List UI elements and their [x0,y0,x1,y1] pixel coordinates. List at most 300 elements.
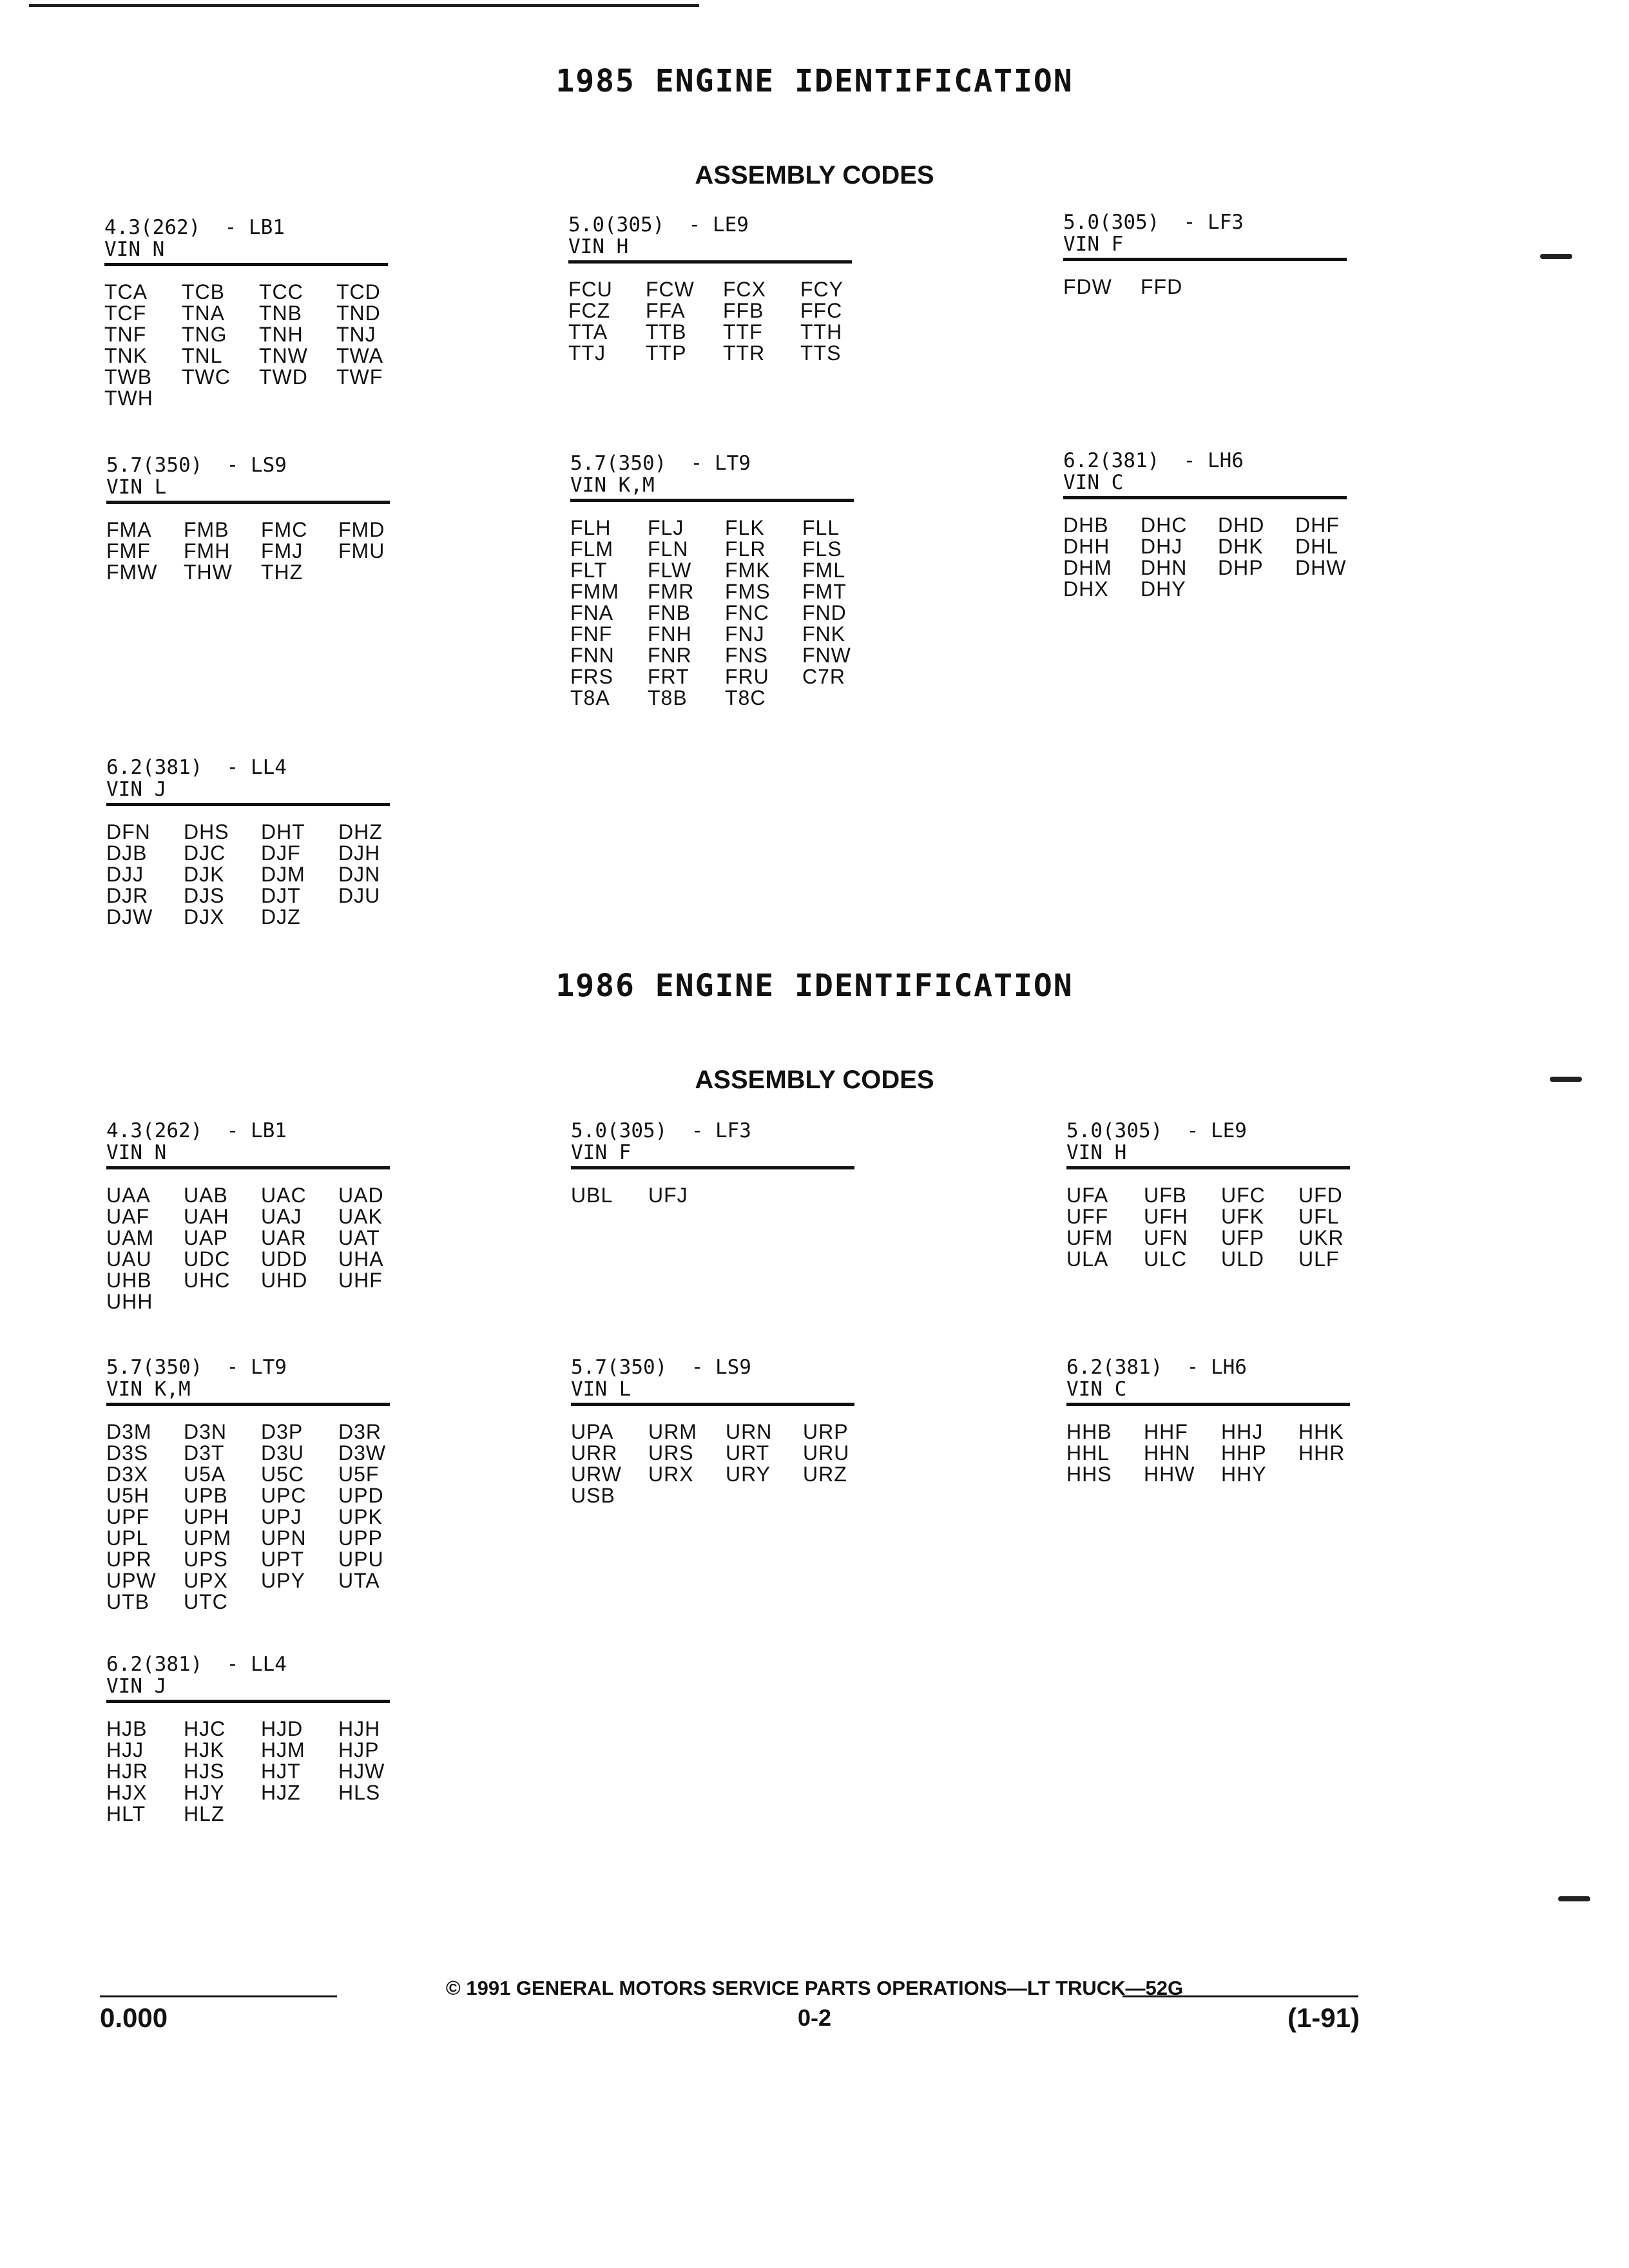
vin-code: VIN N [104,238,165,261]
assembly-code: HLZ [184,1802,225,1825]
assembly-code: UAF [106,1205,149,1228]
assembly-code: DJB [106,841,148,865]
assembly-code: U5A [184,1463,226,1486]
assembly-code: HHS [1066,1463,1112,1486]
assembly-code: U5F [338,1463,380,1486]
assembly-code: URP [803,1420,849,1443]
assembly-code: UDC [184,1247,231,1271]
assembly-code: FNB [648,601,691,624]
assembly-code: DHH [1063,535,1110,558]
assembly-code-list [1066,1421,1350,1485]
assembly-code: UFK [1221,1205,1264,1228]
assembly-code: C7R [802,665,846,688]
assembly-code: DHL [1295,535,1339,558]
vin-code: VIN N [106,1141,167,1164]
assembly-code: UAA [106,1184,151,1207]
assembly-code: DHK [1218,535,1264,558]
assembly-code: UAK [338,1205,383,1228]
assembly-code: U5C [261,1463,305,1486]
engine-displacement-rpo: 5.7(350) - LT9 [570,452,751,475]
assembly-code: DHZ [338,820,383,843]
assembly-code: TWA [336,344,383,367]
assembly-code: HJP [338,1738,380,1762]
assembly-code: TNL [182,344,223,367]
assembly-code: TCA [104,280,148,303]
date-code: (1-91) [1287,2003,1360,2033]
assembly-code: FFC [800,299,843,322]
engine-header [106,454,390,504]
assembly-code-list [1066,1185,1350,1270]
assembly-code: UAD [338,1184,384,1207]
assembly-code: HHJ [1221,1420,1264,1443]
assembly-code: UHF [338,1269,383,1292]
assembly-code: DJW [106,905,153,928]
assembly-code: UFF [1066,1205,1109,1228]
assembly-code: FNH [648,622,692,646]
engine-block-1986-lb1 [106,1120,390,1312]
assembly-code: HJW [338,1760,385,1783]
assembly-code: FNN [570,644,615,667]
assembly-code: UPY [261,1569,305,1592]
assembly-code: DHS [184,820,229,843]
assembly-code: HJH [338,1717,381,1740]
assembly-code: FCW [646,278,695,301]
assembly-code: TTS [800,341,842,365]
assembly-code: UFB [1144,1184,1187,1207]
assembly-code: UPC [261,1484,307,1507]
assembly-code: FNS [725,644,768,667]
assembly-code: DHT [261,820,305,843]
assembly-code: HLT [106,1802,146,1825]
assembly-code: TNJ [336,323,376,346]
assembly-code-list [1063,276,1347,298]
assembly-code: UFN [1144,1226,1188,1249]
assembly-code: UPH [184,1505,229,1528]
assembly-code: FMH [184,539,231,562]
assembly-code: D3S [106,1441,149,1465]
assembly-code: UPB [184,1484,228,1507]
assembly-code: TTJ [568,341,606,365]
engine-header [1063,450,1347,499]
assembly-code: DJM [261,863,305,886]
assembly-code: T8C [725,686,766,709]
assembly-code: TWH [104,387,153,410]
assembly-code: TNW [259,344,308,367]
assembly-code: FLN [648,537,689,561]
assembly-code: TCC [259,280,304,303]
assembly-code: UPA [571,1420,614,1443]
assembly-code: DHM [1063,556,1112,579]
assembly-code: URM [648,1420,697,1443]
assembly-code: D3N [184,1420,227,1443]
assembly-code: FNC [725,601,769,624]
engine-block-1985-ll4 [106,756,390,928]
assembly-code: FDW [1063,275,1112,298]
assembly-code: UPJ [261,1505,302,1528]
assembly-code: T8A [570,686,610,709]
assembly-code: HHB [1066,1420,1112,1443]
engine-displacement-rpo: 5.0(305) - LF3 [571,1119,751,1142]
assembly-code: D3R [338,1420,382,1443]
assembly-code: HHK [1298,1420,1344,1443]
assembly-codes-heading-1985: ASSEMBLY CODES [695,161,934,189]
assembly-code: FNW [802,644,851,667]
engine-header [1063,211,1347,261]
assembly-code: FML [802,559,845,582]
assembly-code: HJS [184,1760,225,1783]
assembly-code: HHR [1298,1441,1345,1465]
engine-header [104,216,388,266]
engine-block-1986-lh6 [1066,1356,1350,1485]
assembly-code: ULF [1298,1247,1340,1271]
assembly-code: ULD [1221,1247,1265,1271]
assembly-code: TWC [182,365,231,389]
vin-code: VIN L [106,476,167,499]
assembly-code: ULC [1144,1247,1188,1271]
assembly-code: FLJ [648,516,684,539]
engine-header [568,214,852,264]
assembly-code: UFL [1298,1205,1340,1228]
assembly-code-list [106,1185,390,1312]
assembly-code: UFD [1298,1184,1343,1207]
vin-code: VIN J [106,1675,167,1698]
assembly-code: DHY [1141,577,1186,601]
assembly-code: DJJ [106,863,144,886]
assembly-code: FNJ [725,622,765,646]
vin-code: VIN F [571,1141,631,1164]
assembly-code: UTC [184,1590,228,1613]
engine-block-1986-ll4 [106,1653,390,1825]
assembly-code: UPL [106,1526,149,1550]
engine-header [106,1356,390,1406]
assembly-code: UFH [1144,1205,1188,1228]
assembly-code: UHA [338,1247,384,1271]
assembly-code: TTP [646,341,687,365]
engine-header [570,452,854,502]
assembly-code: UFM [1066,1226,1113,1249]
assembly-code: DFN [106,820,151,843]
assembly-code: TTR [723,341,766,365]
assembly-code: DHD [1218,514,1265,537]
assembly-code: TWB [104,365,153,389]
assembly-code: FLR [725,537,766,561]
assembly-code: UBL [571,1184,613,1207]
vin-code: VIN C [1063,471,1124,494]
assembly-code: UTA [338,1569,380,1592]
assembly-code: DJT [261,884,301,907]
assembly-code: UAU [106,1247,152,1271]
assembly-code: UHD [261,1269,308,1292]
assembly-code: TND [336,302,381,325]
engine-block-1985-le9 [568,214,852,364]
top-rule [29,4,699,7]
assembly-code: HJT [261,1760,301,1783]
assembly-code: FMM [570,580,619,603]
assembly-code: FMC [261,518,308,541]
assembly-code: UHB [106,1269,152,1292]
assembly-code: UPU [338,1548,384,1571]
assembly-code-list [571,1185,854,1206]
assembly-code: U5H [106,1484,150,1507]
engine-header [106,756,390,806]
assembly-code: HJD [261,1717,304,1740]
assembly-code: UPT [261,1548,304,1571]
assembly-code: FND [802,601,847,624]
assembly-code: HHN [1144,1441,1191,1465]
assembly-code: UAB [184,1184,228,1207]
assembly-code: TNG [182,323,227,346]
vin-code: VIN H [1066,1141,1127,1164]
assembly-code: DJR [106,884,149,907]
assembly-code: D3T [184,1441,225,1465]
assembly-code: UKR [1298,1226,1344,1249]
assembly-code: FLW [648,559,692,582]
assembly-code: FFA [646,299,686,322]
assembly-code: DHC [1141,514,1188,537]
assembly-code: UPR [106,1548,152,1571]
assembly-code: URZ [803,1463,847,1486]
vin-code: VIN L [571,1378,631,1401]
assembly-code: URN [726,1420,773,1443]
engine-block-1986-le9 [1066,1120,1350,1270]
engine-displacement-rpo: 4.3(262) - LB1 [104,216,285,239]
assembly-code: HHY [1221,1463,1267,1486]
assembly-code: HLS [338,1781,381,1804]
assembly-code: DJX [184,905,225,928]
assembly-code: FLM [570,537,613,561]
vin-code: VIN H [568,235,629,258]
assembly-code: THW [184,561,233,584]
assembly-code: UFP [1221,1226,1264,1249]
assembly-code: DHN [1141,556,1188,579]
vin-code: VIN C [1066,1378,1127,1401]
assembly-code: DHB [1063,514,1109,537]
assembly-code-list [1063,515,1347,600]
engine-displacement-rpo: 5.7(350) - LT9 [106,1356,287,1379]
assembly-code: UAH [184,1205,229,1228]
engine-block-1985-ls9 [106,454,390,583]
assembly-code-list [106,1718,390,1825]
engine-block-1986-lf3 [571,1120,854,1206]
assembly-code-list [570,517,854,709]
assembly-code: UPK [338,1505,383,1528]
assembly-code: HJR [106,1760,149,1783]
engine-header [1066,1120,1350,1169]
assembly-code: FNK [802,622,845,646]
assembly-code: UPP [338,1526,383,1550]
assembly-code: FNF [570,622,613,646]
assembly-code: UHH [106,1290,153,1313]
assembly-code: UAT [338,1226,380,1249]
assembly-code: FLL [802,516,840,539]
assembly-code: FLS [802,537,842,561]
assembly-code: FMW [106,561,158,584]
assembly-code: UHC [184,1269,231,1292]
assembly-code: UAM [106,1226,155,1249]
assembly-code: UPF [106,1505,149,1528]
copyright-line: © 1991 GENERAL MOTORS SERVICE PARTS OPERATIONS—LT TRUCK—52G [445,1977,1184,1999]
engine-block-1986-ls9 [571,1356,854,1506]
assembly-code: DJK [184,863,225,886]
assembly-code: UFJ [648,1184,688,1207]
assembly-code: THZ [261,561,304,584]
assembly-code: DHX [1063,577,1109,601]
engine-displacement-rpo: 5.0(305) - LE9 [1066,1119,1247,1142]
assembly-code: UFC [1221,1184,1266,1207]
engine-displacement-rpo: 6.2(381) - LH6 [1063,449,1244,472]
scan-mark [1540,254,1572,259]
assembly-code: FLK [725,516,765,539]
assembly-code: DHF [1295,514,1340,537]
assembly-code: FMS [725,580,771,603]
engine-displacement-rpo: 5.7(350) - LS9 [571,1356,751,1379]
assembly-code: TTH [800,320,843,343]
section-title-1986: 1986 ENGINE IDENTIFICATION [555,968,1074,1004]
assembly-code: FMF [106,539,151,562]
assembly-code: UFA [1066,1184,1109,1207]
assembly-code: HJK [184,1738,225,1762]
assembly-code: DHJ [1141,535,1183,558]
assembly-code-list [106,1421,390,1613]
assembly-code: TNF [104,323,147,346]
assembly-code: FRS [570,665,613,688]
assembly-code: D3U [261,1441,305,1465]
assembly-code: UTB [106,1590,149,1613]
assembly-code: DHW [1295,556,1347,579]
engine-displacement-rpo: 6.2(381) - LL4 [106,1653,287,1676]
engine-header [571,1356,854,1406]
assembly-code-list [571,1421,854,1506]
assembly-code: TTA [568,320,608,343]
assembly-code: FLH [570,516,612,539]
engine-displacement-rpo: 5.0(305) - LF3 [1063,211,1244,234]
assembly-code: FCU [568,278,613,301]
assembly-code: DJU [338,884,381,907]
assembly-code: UPS [184,1548,228,1571]
assembly-code: TTF [723,320,763,343]
assembly-code: FNA [570,601,613,624]
engine-block-1985-lt9 [570,452,854,709]
assembly-code: HHL [1066,1441,1110,1465]
assembly-code: FCZ [568,299,611,322]
assembly-code: UPX [184,1569,228,1592]
assembly-code: FFD [1141,275,1183,298]
assembly-code: URW [571,1463,622,1486]
vin-code: VIN F [1063,233,1124,256]
engine-header [106,1120,390,1169]
page-number: 0-2 [797,2004,832,2031]
engine-block-1985-lf3 [1063,211,1347,298]
assembly-code: URY [726,1463,771,1486]
assembly-code: HJJ [106,1738,144,1762]
assembly-code: TTB [646,320,687,343]
section-number: 0.000 [100,2003,168,2033]
assembly-code: DJS [184,884,225,907]
assembly-code: HJZ [261,1781,301,1804]
assembly-code: FMR [648,580,695,603]
assembly-code: FFB [723,299,764,322]
assembly-code: UAP [184,1226,228,1249]
assembly-code: URU [803,1441,850,1465]
engine-header [106,1653,390,1703]
assembly-code: URX [648,1463,694,1486]
assembly-code: FNR [648,644,692,667]
assembly-code-list [106,822,390,928]
assembly-code: TNH [259,323,304,346]
assembly-code: FCX [723,278,766,301]
vin-code: VIN K,M [570,474,655,497]
assembly-code: FMJ [261,539,304,562]
assembly-code: TWF [336,365,383,389]
scan-mark [1558,1896,1590,1901]
assembly-code-list [106,519,390,583]
assembly-code: UPW [106,1569,157,1592]
assembly-code: HHW [1144,1463,1195,1486]
assembly-code: FMA [106,518,152,541]
assembly-code: T8B [648,686,688,709]
assembly-code: HJC [184,1717,226,1740]
assembly-code-list [568,279,852,364]
assembly-code: UAR [261,1226,307,1249]
engine-block-1985-lh6 [1063,450,1347,600]
assembly-code: URT [726,1441,770,1465]
assembly-code: D3X [106,1463,149,1486]
assembly-code: URR [571,1441,618,1465]
engine-displacement-rpo: 6.2(381) - LH6 [1066,1356,1247,1379]
engine-block-1985-lb1 [104,216,388,409]
assembly-code: D3M [106,1420,152,1443]
engine-displacement-rpo: 4.3(262) - LB1 [106,1119,287,1142]
assembly-code: FMD [338,518,385,541]
assembly-code: TNK [104,344,148,367]
assembly-codes-heading-1986: ASSEMBLY CODES [695,1066,934,1094]
assembly-code: TNA [182,302,225,325]
assembly-code: HJM [261,1738,305,1762]
vin-code: VIN J [106,778,167,801]
assembly-code: TNB [259,302,302,325]
engine-header [1066,1356,1350,1406]
assembly-code: FMU [338,539,385,562]
assembly-code: UPN [261,1526,307,1550]
assembly-code: DJH [338,841,381,865]
assembly-code: TCB [182,280,225,303]
assembly-code: FMK [725,559,771,582]
assembly-code: TCD [336,280,381,303]
engine-displacement-rpo: 5.7(350) - LS9 [106,454,287,477]
assembly-code: UPM [184,1526,232,1550]
assembly-code: UAJ [261,1205,302,1228]
assembly-code: HJY [184,1781,225,1804]
assembly-code: HJX [106,1781,148,1804]
assembly-code: UPD [338,1484,384,1507]
assembly-code: FMT [802,580,847,603]
section-title-1985: 1985 ENGINE IDENTIFICATION [555,63,1074,99]
assembly-code: UDD [261,1247,308,1271]
assembly-code: D3P [261,1420,304,1443]
assembly-code: DJN [338,863,381,886]
engine-displacement-rpo: 5.0(305) - LE9 [568,213,749,236]
engine-block-1986-lt9 [106,1356,390,1613]
assembly-code: DJF [261,841,301,865]
assembly-code: TWD [259,365,308,389]
assembly-code: FLT [570,559,608,582]
vin-code: VIN K,M [106,1378,191,1401]
assembly-code: TCF [104,302,147,325]
assembly-code: ULA [1066,1247,1109,1271]
assembly-code: UAC [261,1184,307,1207]
assembly-code: URS [648,1441,694,1465]
assembly-code: HHF [1144,1420,1188,1443]
